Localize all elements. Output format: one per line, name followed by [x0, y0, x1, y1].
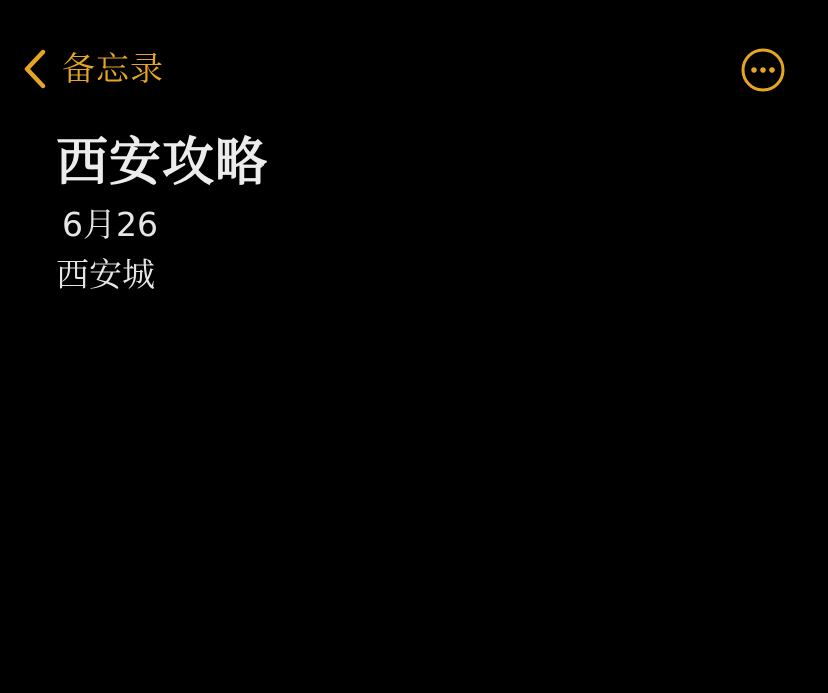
- note-title[interactable]: 西安攻略: [56, 133, 269, 193]
- back-button-label: 备忘录: [62, 49, 164, 88]
- navigation-bar: [0, 0, 828, 130]
- chevron-left-icon: [22, 48, 48, 90]
- note-date-line[interactable]: 6月26: [62, 205, 158, 244]
- more-options-button[interactable]: [740, 47, 786, 93]
- ellipsis-circle-icon: [740, 47, 786, 93]
- note-text-line[interactable]: 西安城: [56, 255, 155, 294]
- back-button[interactable]: [22, 44, 164, 94]
- note-content[interactable]: [56, 128, 796, 300]
